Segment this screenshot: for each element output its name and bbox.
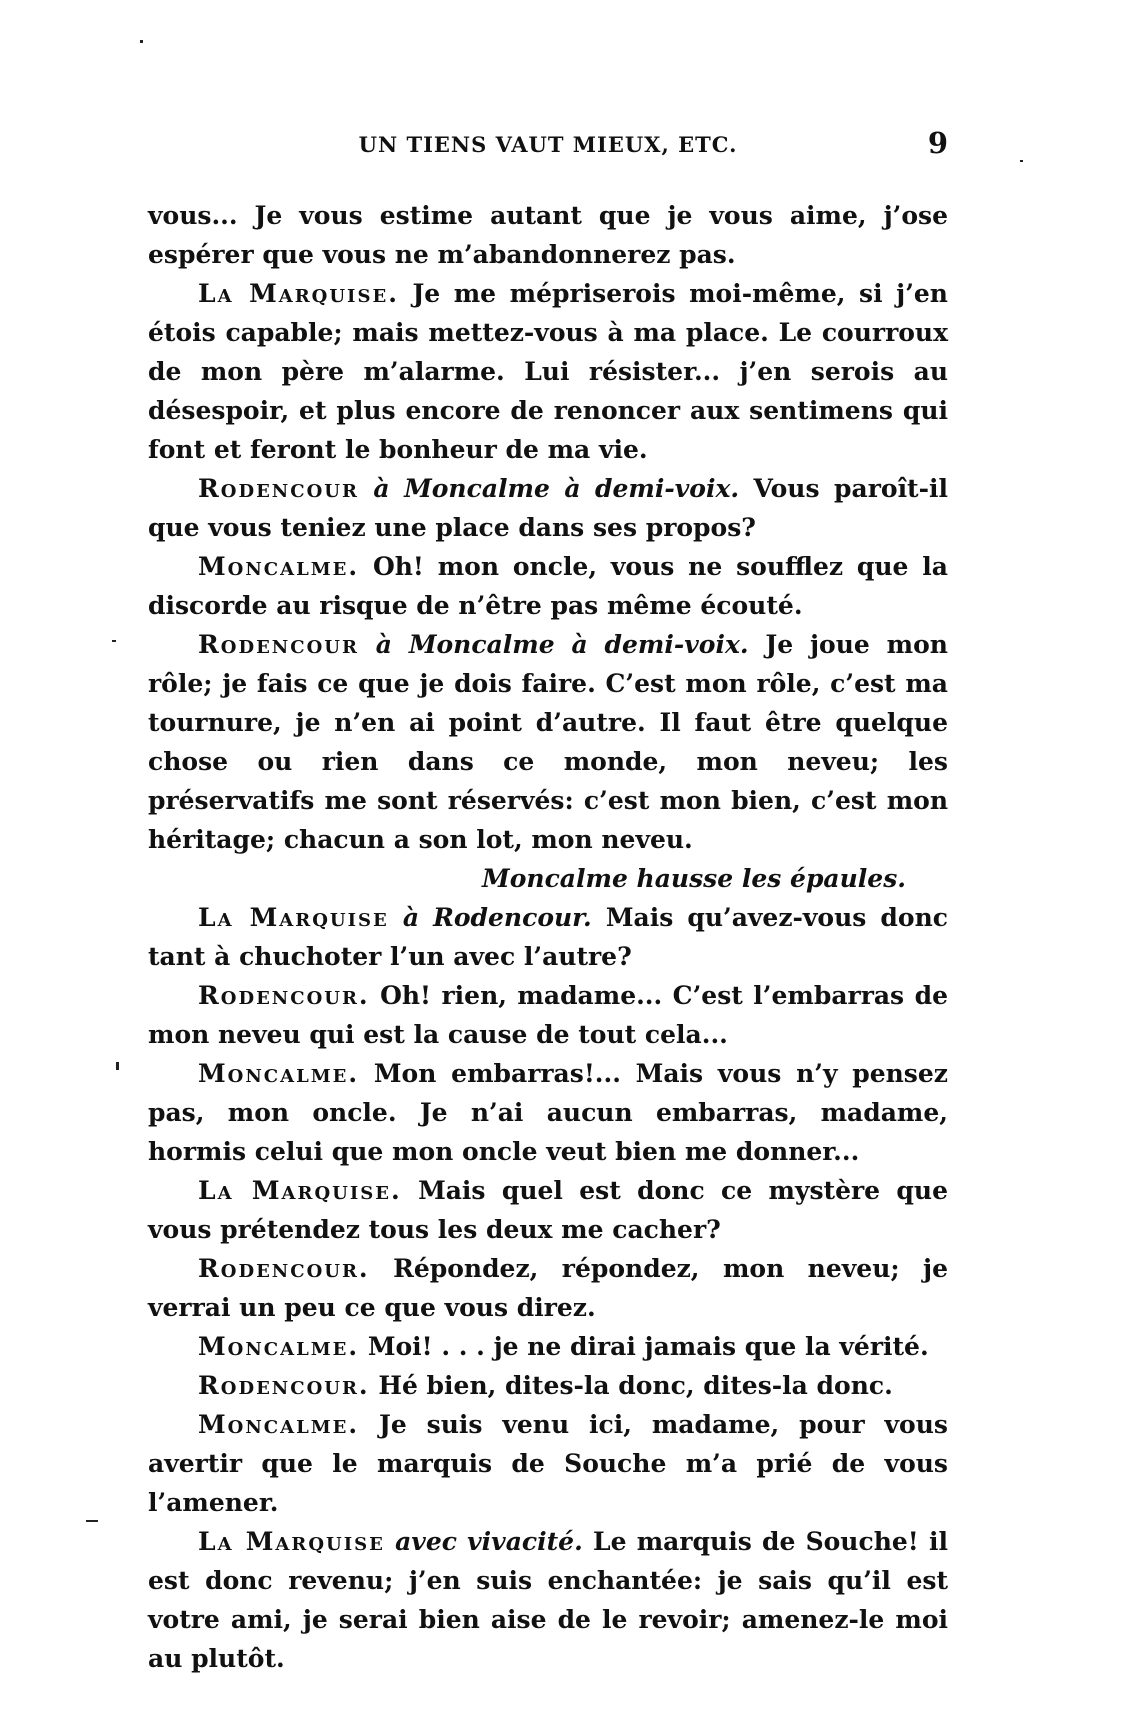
speaker-name: Rodencour. <box>198 981 370 1010</box>
dialogue-text: Je joue mon rôle; je fais ce que je dois faire. C’est mon rôle, c’est ma tournure, je n’en ai point d’autre. Il faut être quelque chose ou rien dans ce monde, mon neveu; les préservatifs me sont réservés: c’est mon bien, c’est mon héritage; chacun a son lot, mon neveu. <box>148 630 948 854</box>
dialogue-paragraph <box>148 1171 948 1249</box>
dialogue-text: Je me mépriserois moi-même, si j’en étois capable; mais mettez-vous à ma place. Le courroux de mon père m’alarme. Lui résister... j’en serois au désespoir, et plus encore de renoncer aux sentimens qui font et feront le bonheur de ma vie. <box>148 279 948 464</box>
stage-direction: à Rodencour. <box>402 903 592 932</box>
speaker-name: La Marquise <box>198 1527 385 1556</box>
stage-direction: à Moncalme à demi-voix. <box>375 630 749 659</box>
dialogue-paragraph <box>148 469 948 547</box>
dialogue-paragraph <box>148 274 948 469</box>
speaker-name: Moncalme. <box>198 1332 360 1361</box>
dialogue-paragraph <box>148 898 948 976</box>
dialogue-paragraph <box>148 547 948 625</box>
speaker-name: Rodencour. <box>198 1254 370 1283</box>
dialogue-text: vous... Je vous estime autant que je vous aime, j’ose espérer que vous ne m’abandonnerez pas. <box>148 201 948 269</box>
dialogue-text: Oh! rien, madame... C’est l’embarras de mon neveu qui est la cause de tout cela... <box>148 981 948 1049</box>
speaker-name: Moncalme. <box>198 1059 360 1088</box>
speaker-name: Rodencour <box>198 474 359 503</box>
speaker-name: La Marquise <box>198 903 389 932</box>
dialogue-paragraph <box>148 625 948 859</box>
stage-direction-line: Moncalme hausse les épaules. <box>482 864 906 893</box>
dialogue-text: Hé bien, dites-la donc, dites-la donc. <box>378 1371 893 1400</box>
dialogue-text: Mon embarras!... Mais vous n’y pensez pas, mon oncle. Je n’ai aucun embarras, madame, hormis celui que mon oncle veut bien me donner... <box>148 1059 948 1166</box>
scan-speck <box>86 1520 98 1522</box>
speaker-name: Moncalme. <box>198 552 360 581</box>
scan-speck <box>140 40 143 43</box>
speaker-name: Rodencour. <box>198 1371 370 1400</box>
speaker-name: La Marquise. <box>198 1176 402 1205</box>
dialogue-text: Oh! mon oncle, vous ne soufflez que la discorde au risque de n’être pas même écouté. <box>148 552 948 620</box>
dialogue-text: Mais qu’avez-vous donc tant à chuchoter l’un avec l’autre? <box>148 903 948 971</box>
dialogue-paragraph <box>148 1249 948 1327</box>
dialogue-text: Le marquis de Souche! il est donc revenu; j’en suis enchantée: je sais qu’il est votre ami, je serai bien aise de le revoir; amenez-le moi au plutôt. <box>148 1527 948 1673</box>
dialogue-text: Moi! . . . je ne dirai jamais que la vérité. <box>367 1332 929 1361</box>
dialogue-text: Répondez, répondez, mon neveu; je verrai un peu ce que vous direz. <box>148 1254 948 1322</box>
dialogue-text: Je suis venu ici, madame, pour vous avertir que le marquis de Souche m’a prié de vous l’amener. <box>148 1410 948 1517</box>
speaker-name: Moncalme. <box>198 1410 360 1439</box>
running-title: UN TIENS VAUT MIEUX, ETC. <box>358 132 738 157</box>
speaker-name: Rodencour <box>198 630 359 659</box>
dialogue-paragraph <box>148 196 948 274</box>
dialogue-text: Mais quel est donc ce mystère que vous prétendez tous les deux me cacher? <box>148 1176 948 1244</box>
play-text <box>148 196 948 1678</box>
stage-direction: avec vivacité. <box>395 1527 583 1556</box>
dialogue-paragraph <box>148 1054 948 1171</box>
scan-speck <box>112 640 116 642</box>
dialogue-paragraph <box>148 1327 948 1366</box>
dialogue-paragraph <box>148 1405 948 1522</box>
dialogue-paragraph <box>148 1522 948 1678</box>
page-number: 9 <box>927 126 948 160</box>
dialogue-paragraph <box>148 976 948 1054</box>
scan-speck <box>116 1062 119 1070</box>
running-head <box>148 126 948 168</box>
speaker-name: La Marquise. <box>198 279 399 308</box>
stage-direction: à Moncalme à demi-voix. <box>373 474 740 503</box>
dialogue-paragraph <box>148 1366 948 1405</box>
scan-speck <box>1020 160 1023 162</box>
dialogue-text: Vous paroît-il que vous teniez une place dans ses propos? <box>148 474 948 542</box>
